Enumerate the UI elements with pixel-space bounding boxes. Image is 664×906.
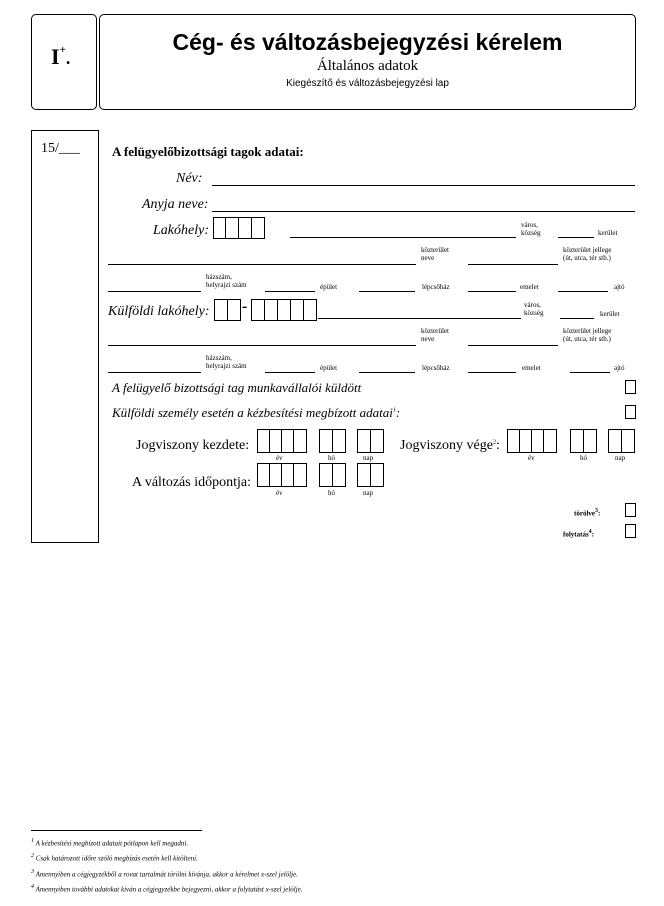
footnote-divider <box>31 830 202 831</box>
street-type-label: közterület jellege (út, utca, tér stb.) <box>563 246 612 262</box>
house-number-field[interactable] <box>108 291 201 292</box>
foreign-floor-label: emelet <box>522 364 541 372</box>
foreign-floor-field[interactable] <box>468 372 516 373</box>
page-number: 15/___ <box>41 141 80 156</box>
door-label: ajtó <box>614 283 625 291</box>
end-month-label: hó <box>580 454 587 462</box>
door-field[interactable] <box>558 291 608 292</box>
page-subtitle-2: Kiegészítő és változásbejegyzési lap <box>286 78 449 89</box>
name-field[interactable] <box>212 185 635 186</box>
change-month-boxes[interactable] <box>319 463 346 487</box>
start-year-label: év <box>276 454 283 462</box>
city-field[interactable] <box>290 237 516 238</box>
district-label: kerület <box>598 229 618 237</box>
district-field[interactable] <box>558 237 594 238</box>
end-year-label: év <box>528 454 535 462</box>
change-year-label: év <box>276 489 283 497</box>
staircase-label: lépcsőház <box>422 283 450 291</box>
foreign-street-name-label: közterület neve <box>421 327 449 343</box>
end-day-label: nap <box>615 454 626 462</box>
continued-checkbox[interactable] <box>625 524 636 538</box>
foreign-district-label: kerület <box>600 310 620 318</box>
footnote-3: $^3$ Amennyiben a cégjegyzékből a rovat tartalmát törölni kívánja, akkor a kérelmet x-szel jelölje. <box>31 868 298 878</box>
foreign-agent-checkbox[interactable] <box>625 405 636 419</box>
name-label: Név: <box>176 171 203 186</box>
change-year-boxes[interactable] <box>257 463 307 487</box>
street-type-field[interactable] <box>468 264 558 265</box>
employee-delegate-checkbox[interactable] <box>625 380 636 394</box>
change-date-label: A változás időpontja: <box>132 475 251 490</box>
mother-name-field[interactable] <box>212 211 635 212</box>
foreign-house-number-field[interactable] <box>108 372 201 373</box>
foreign-postal-code-boxes[interactable] <box>251 299 317 321</box>
residence-label: Lakóhely: <box>153 223 209 238</box>
employee-delegate-label: A felügyelő bizottsági tag munkavállalói küldött <box>112 380 362 395</box>
foreign-staircase-label: lépcsőház <box>422 364 450 372</box>
start-day-label: nap <box>363 454 374 462</box>
change-day-label: nap <box>363 489 374 497</box>
house-number-label: házszám, helyrajzi szám <box>206 273 247 289</box>
foreign-district-field[interactable] <box>560 318 594 319</box>
foreign-residence-label: Külföldi lakóhely: <box>108 304 210 319</box>
end-month-boxes[interactable] <box>570 429 597 453</box>
building-field[interactable] <box>265 291 315 292</box>
foreign-street-type-field[interactable] <box>468 345 558 346</box>
continued-label: folytatás$^4$: <box>563 529 595 539</box>
form-code: I+. <box>51 44 71 69</box>
start-month-label: hó <box>328 454 335 462</box>
building-label: épület <box>320 283 338 291</box>
page-subtitle: Általános adatok <box>316 58 419 74</box>
foreign-street-type-label: közterület jellege (út, utca, tér stb.) <box>563 327 612 343</box>
foreign-building-label: épület <box>320 364 338 372</box>
foreign-code-dash: - <box>242 298 248 315</box>
foreign-agent-label: Külföldi személy esetén a kézbesítési megbízott adatai$^1$: <box>112 405 401 420</box>
floor-label: emelet <box>520 283 539 291</box>
footnote-1: $^1$ A kézbesítési megbízott adatait pótlapon kell megadni. <box>31 838 189 848</box>
floor-field[interactable] <box>468 291 516 292</box>
foreign-staircase-field[interactable] <box>359 372 415 373</box>
end-date-label: Jogviszony vége$^2$: <box>400 438 500 453</box>
change-day-boxes[interactable] <box>357 463 384 487</box>
city-label: város, község <box>521 221 541 237</box>
foreign-street-name-field[interactable] <box>108 345 416 346</box>
foreign-house-number-label: házszám, helyrajzi szám <box>206 354 247 370</box>
foreign-city-label: város, község <box>524 301 544 317</box>
page-title: Cég- és változásbejegyzési kérelem <box>172 29 563 55</box>
start-year-boxes[interactable] <box>257 429 307 453</box>
end-year-boxes[interactable] <box>507 429 557 453</box>
change-month-label: hó <box>328 489 335 497</box>
foreign-door-label: ajtó <box>614 364 625 372</box>
footnotes <box>31 835 303 896</box>
postal-code-boxes[interactable] <box>213 217 265 239</box>
left-column <box>31 130 99 543</box>
street-name-label: közterület neve <box>421 246 449 262</box>
deleted-label: törölve$^3$: <box>574 508 601 518</box>
mother-name-label: Anyja neve: <box>142 197 209 212</box>
footnote-4: $^4$ Amennyiben további adatokat kíván a cégjegyzékbe bejegyezni, akkor a folytatást x-szel jelölje. <box>31 883 303 894</box>
start-day-boxes[interactable] <box>357 429 384 453</box>
street-name-field[interactable] <box>108 264 416 265</box>
footnote-2: $^2$ Csak határozott időre szóló megbízás esetén kell kitölteni. <box>31 853 198 863</box>
start-date-label: Jogviszony kezdete: <box>136 438 250 453</box>
staircase-field[interactable] <box>359 291 415 292</box>
deleted-checkbox[interactable] <box>625 503 636 517</box>
foreign-city-field[interactable] <box>318 318 521 319</box>
section-title: A felügyelőbizottsági tagok adatai: <box>112 144 304 159</box>
foreign-door-field[interactable] <box>570 372 610 373</box>
end-day-boxes[interactable] <box>608 429 635 453</box>
foreign-country-code-boxes[interactable] <box>214 299 241 321</box>
foreign-building-field[interactable] <box>265 372 315 373</box>
start-month-boxes[interactable] <box>319 429 346 453</box>
